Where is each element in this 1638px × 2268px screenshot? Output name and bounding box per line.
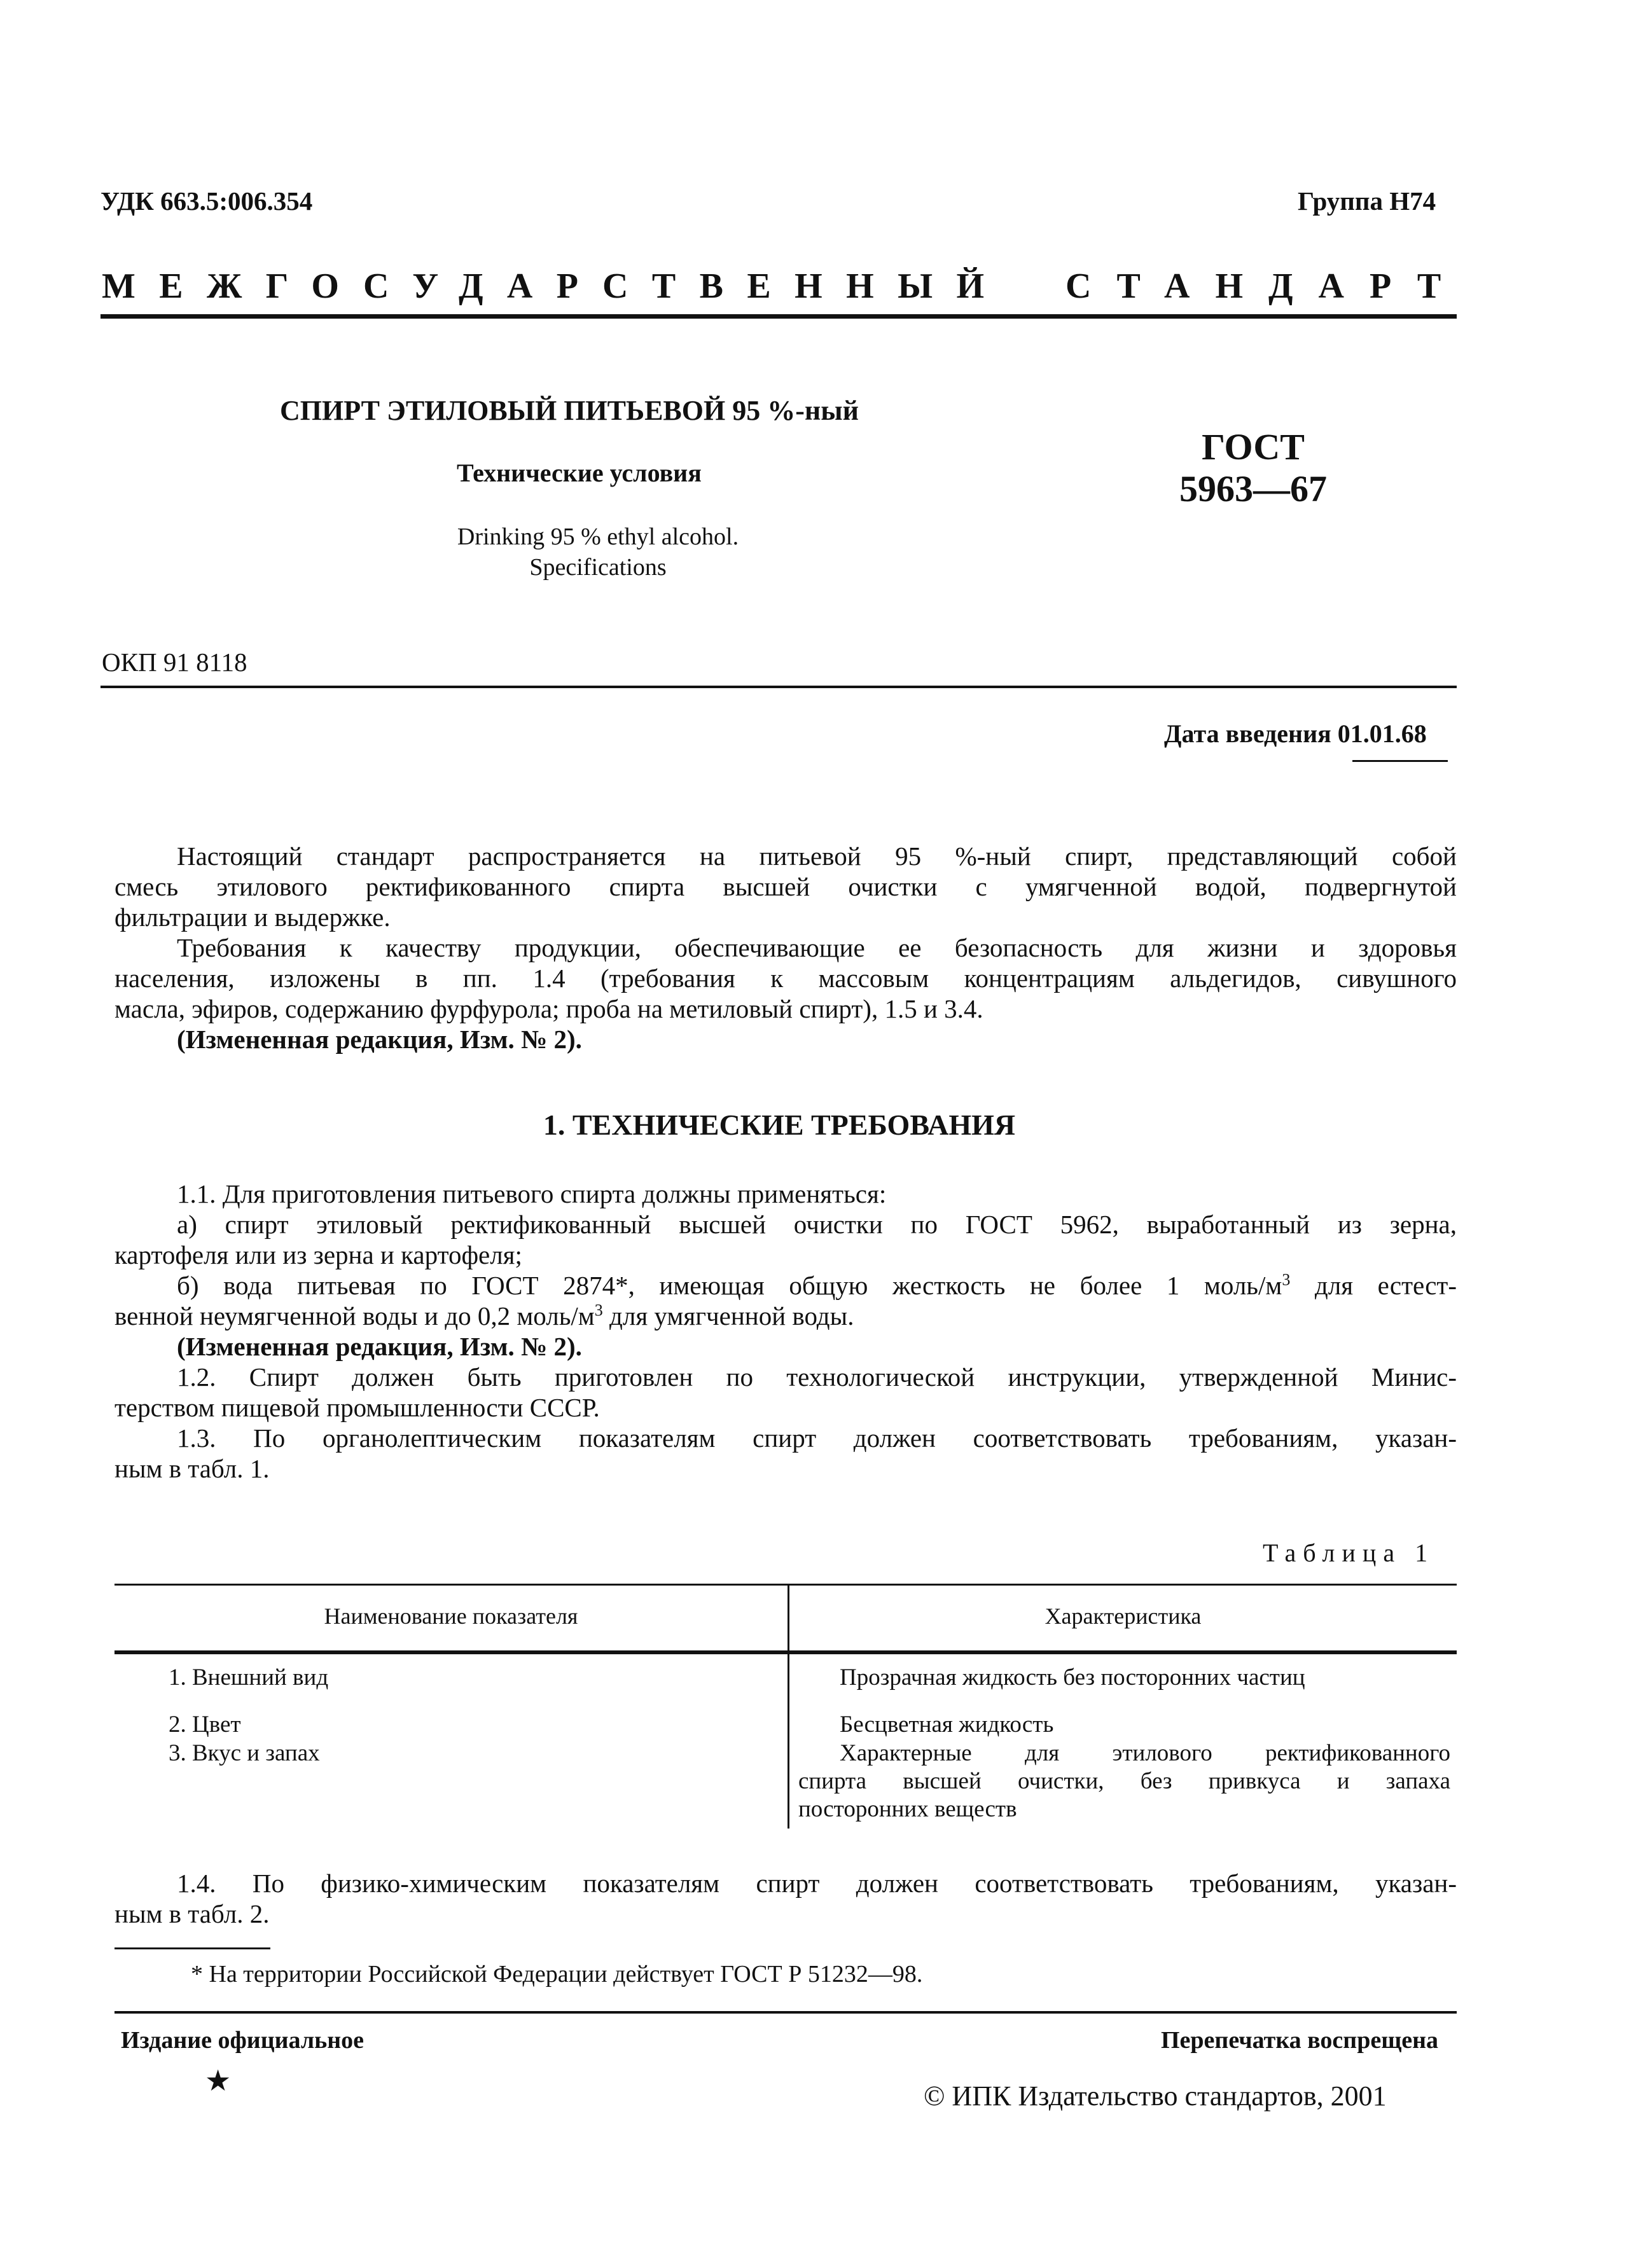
preamble-p1-line2: смесь этилового ректификованного спирта высшей очистки с умягченной водой, подвергнутой <box>115 872 1457 901</box>
document-title: СПИРТ ЭТИЛОВЫЙ ПИТЬЕВОЙ 95 %-ный <box>280 395 859 426</box>
preamble-paragraph-1 <box>115 841 1457 932</box>
preamble-p2-line1: Требования к качеству продукции, обеспечивающие ее безопасность для жизни и здоровья <box>177 933 1457 962</box>
footer-rule <box>115 2011 1457 2014</box>
okp-rule <box>101 686 1457 688</box>
table-cell-value-line3: посторонних веществ <box>798 1796 1017 1822</box>
clause-1-1-line1: 1.1. Для приготовления питьевого спирта должны применяться: <box>177 1179 887 1208</box>
superscript-3-second: 3 <box>594 1301 603 1320</box>
clause-1-1a-line2: картофеля или из зерна и картофеля; <box>115 1240 522 1269</box>
star-icon: ★ <box>205 2064 232 2097</box>
date-rule <box>1352 760 1448 762</box>
section-heading: 1. ТЕХНИЧЕСКИЕ ТРЕБОВАНИЯ <box>543 1109 1016 1141</box>
preamble-p1-line3: фильтрации и выдержке. <box>115 902 391 932</box>
clause-1-1 <box>115 1179 1457 1484</box>
clause-1-1-amendment-note: (Измененная редакция, Изм. № 2). <box>177 1332 582 1361</box>
official-edition-label: Издание официальное <box>121 2027 364 2054</box>
clause-1-2-line1: 1.2. Спирт должен быть приготовлен по технологической инструкции, утвержденной Минис- <box>177 1362 1457 1392</box>
table-row <box>0 1664 1457 1702</box>
clause-1-1b-line2 <box>115 1301 1457 1331</box>
okp-code: ОКП 91 8118 <box>102 647 247 677</box>
table-top-rule <box>115 1584 1457 1586</box>
clause-1-1b-text-c: венной неумягченной воды и до 0,2 моль/м <box>115 1301 595 1331</box>
clause-1-3-line2: ным в табл. 1. <box>115 1454 270 1483</box>
table-cell-value-line1: Характерные для этилового ректификованного <box>840 1740 1450 1766</box>
footnote: * На территории Российской Федерации действует ГОСТ Р 51232—98. <box>191 1961 923 1988</box>
group-code: Группа Н74 <box>1298 186 1436 216</box>
table-cell-name: 2. Цвет <box>169 1711 241 1738</box>
table-cell-value <box>798 1739 1450 1823</box>
clause-1-1b-text-a: б) вода питьевая по ГОСТ 2874*, имеющая общую жесткость не более 1 моль/м <box>177 1271 1282 1300</box>
introduction-date: Дата введения 01.01.68 <box>1164 719 1427 748</box>
table-header-name: Наименование показателя <box>324 1603 578 1629</box>
table-cell-value: Прозрачная жидкость без посторонних частиц <box>840 1664 1305 1691</box>
preamble-amendment-note: (Измененная редакция, Изм. № 2). <box>177 1025 582 1054</box>
clause-1-1b-line1 <box>115 1270 1457 1301</box>
udk-code: УДК 663.5:006.354 <box>101 186 313 216</box>
banner-rule <box>101 314 1457 319</box>
english-title-line1: Drinking 95 % ethyl alcohol. <box>457 523 739 550</box>
superscript-3: 3 <box>1282 1270 1291 1289</box>
preamble-p1-line1: Настоящий стандарт распространяется на питьевой 95 %-ный спирт, представляющий собой <box>177 841 1457 871</box>
english-title <box>382 522 814 583</box>
standard-banner-word1: МЕЖГОСУДАРСТВЕННЫЙ <box>102 266 1008 306</box>
clause-1-4-line2: ным в табл. 2. <box>115 1899 270 1928</box>
table-caption: Таблица 1 <box>1263 1539 1435 1567</box>
preamble-paragraph-2 <box>115 932 1457 1054</box>
table-cell-name: 1. Внешний вид <box>169 1664 329 1691</box>
document-subtitle: Технические условия <box>457 459 702 487</box>
english-title-line2: Specifications <box>529 554 667 581</box>
table-header-value: Характеристика <box>1045 1603 1202 1629</box>
clause-1-1b-text-d: для умягченной воды. <box>602 1301 854 1331</box>
gost-number <box>1158 426 1349 510</box>
gost-label: ГОСТ <box>1202 426 1305 467</box>
reprint-prohibited-label: Перепечатка воспрещена <box>1161 2027 1439 2054</box>
standard-banner-word2: СТАНДАРТ <box>1065 266 1467 306</box>
table-cell-value-line2: спирта высшей очистки, без привкуса и запаха <box>798 1768 1450 1794</box>
footnote-rule <box>115 1947 270 1949</box>
preamble-p2-line3: масла, эфиров, содержанию фурфурола; проба на метиловый спирт), 1.5 и 3.4. <box>115 994 983 1023</box>
clause-1-2-line2: терством пищевой промышленности СССР. <box>115 1393 600 1422</box>
table-cell-value: Бесцветная жидкость <box>840 1711 1054 1738</box>
clause-1-4 <box>115 1868 1457 1929</box>
preamble-p2-line2: населения, изложены в пп. 1.4 (требования к массовым концентрациям альдегидов, сивушного <box>115 964 1457 993</box>
clause-1-1b-text-b: для естест- <box>1290 1271 1457 1300</box>
table-cell-name: 3. Вкус и запах <box>169 1740 320 1766</box>
table-row <box>0 1739 1457 1823</box>
clause-1-4-line1: 1.4. По физико-химическим показателям спирт должен соответствовать требованиям, указан- <box>177 1869 1457 1898</box>
copyright-notice: © ИПК Издательство стандартов, 2001 <box>924 2080 1387 2112</box>
clause-1-3-line1: 1.3. По органолептическим показателям спирт должен соответствовать требованиям, указан- <box>177 1423 1457 1453</box>
table-header-rule <box>115 1650 1457 1654</box>
clause-1-1a-line1: а) спирт этиловый ректификованный высшей очистки по ГОСТ 5962, выработанный из зерна, <box>177 1210 1457 1239</box>
table-row <box>0 1711 1457 1739</box>
gost-code: 5963—67 <box>1179 468 1327 509</box>
